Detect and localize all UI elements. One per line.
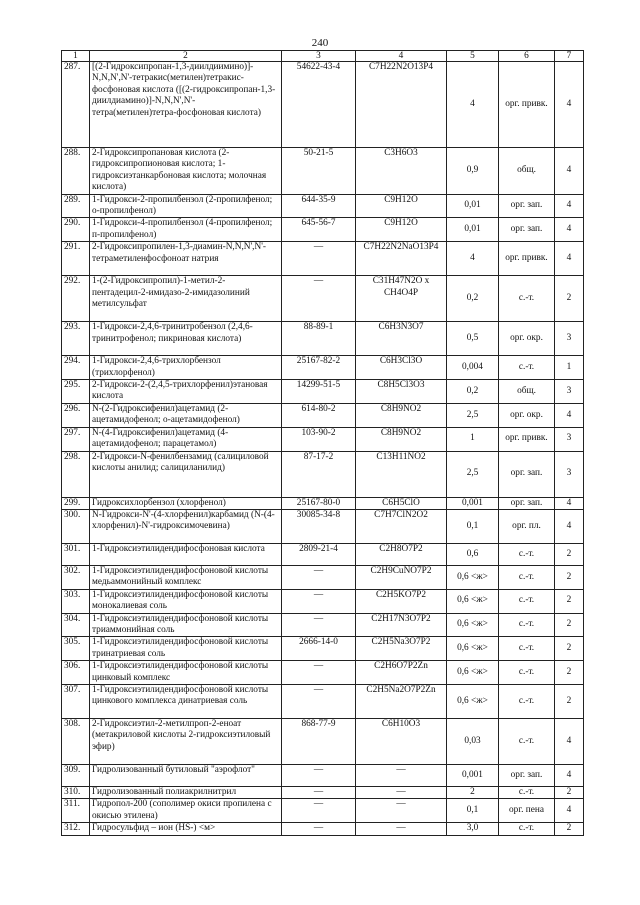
header-col-6: 6 xyxy=(499,51,555,62)
limit-value: 0,6 <ж> xyxy=(447,684,499,718)
substance-name: Гидроксихлорбензол (хлорфенол) xyxy=(90,497,282,509)
limit-value: 0,01 xyxy=(447,194,499,218)
chemical-formula: — xyxy=(356,799,447,823)
page-number: 240 xyxy=(311,37,329,49)
limit-value: 4 xyxy=(447,62,499,148)
table-row xyxy=(62,661,584,685)
cas-number: — xyxy=(282,823,356,835)
table-row xyxy=(62,764,584,786)
header-col-3: 3 xyxy=(282,51,356,62)
header-col-2: 2 xyxy=(90,51,282,62)
cas-number: — xyxy=(282,276,356,322)
table-row xyxy=(62,380,584,404)
chemical-formula: C3H6O3 xyxy=(356,148,447,195)
table-row xyxy=(62,427,584,451)
substance-name: Гидропол-200 (сополимер окиси пропилена с окисью этилена) xyxy=(90,799,282,823)
hazard-class: 2 xyxy=(555,589,584,613)
hazard-indicator: с.-т. xyxy=(499,565,555,589)
limit-value: 1 xyxy=(447,427,499,451)
cas-number: 25167-80-0 xyxy=(282,497,356,509)
hazard-indicator: с.-т. xyxy=(499,589,555,613)
cas-number: — xyxy=(282,661,356,685)
hazard-class: 4 xyxy=(555,509,584,543)
chemical-formula: C8H5Cl3O3 xyxy=(356,380,447,404)
chemical-formula: C31H47N2O x CH4O4P xyxy=(356,276,447,322)
hazard-indicator: с.-т. xyxy=(499,543,555,565)
table-row xyxy=(62,218,584,242)
limit-value: 0,2 xyxy=(447,380,499,404)
table-row xyxy=(62,823,584,835)
limit-value: 2 xyxy=(447,786,499,798)
cas-number: 88-89-1 xyxy=(282,322,356,356)
hazard-class: 2 xyxy=(555,637,584,661)
hazard-indicator: орг. пена xyxy=(499,799,555,823)
row-number: 290. xyxy=(62,218,90,242)
chemical-formula: C8H9NO2 xyxy=(356,427,447,451)
row-number: 305. xyxy=(62,637,90,661)
row-number: 304. xyxy=(62,613,90,637)
row-number: 294. xyxy=(62,356,90,380)
limit-value: 0,004 xyxy=(447,356,499,380)
limit-value: 0,6 <ж> xyxy=(447,661,499,685)
cas-number: — xyxy=(282,589,356,613)
chemical-formula: C8H9NO2 xyxy=(356,403,447,427)
hazard-indicator: орг. зап. xyxy=(499,764,555,786)
chemical-formula: C2H5Na3O7P2 xyxy=(356,637,447,661)
table-row xyxy=(62,356,584,380)
substance-name: 2-Гидроксипропилен-1,3-диамин-N,N,N',N'- тетраметиленфосфоноат натрия xyxy=(90,242,282,276)
substance-name: 1-Гидроксиэтилидендифосфоновой кислоты цинковый комплекс xyxy=(90,661,282,685)
row-number: 293. xyxy=(62,322,90,356)
chemical-formula: C2H8O7P2 xyxy=(356,543,447,565)
table-row xyxy=(62,276,584,322)
table-row xyxy=(62,322,584,356)
substance-name: 1-(2-Гидроксипропил)-1-метил-2-пентадецил-2-имидазо-2-имидазолиний метилсульфат xyxy=(90,276,282,322)
substance-name: 1-Гидроксиэтилидендифосфоновая кислота xyxy=(90,543,282,565)
hazard-indicator: орг. окр. xyxy=(499,403,555,427)
substance-name: 2-Гидроксипропановая кислота (2-гидроксипропионовая кислота; 1-гидроксиэтанкарбоновая кислота; молочная кислота) xyxy=(90,148,282,195)
table-row xyxy=(62,684,584,718)
limit-value: 0,6 <ж> xyxy=(447,565,499,589)
limit-value: 0,001 xyxy=(447,764,499,786)
row-number: 310. xyxy=(62,786,90,798)
row-number: 289. xyxy=(62,194,90,218)
cas-number: — xyxy=(282,764,356,786)
limit-value: 4 xyxy=(447,242,499,276)
table-row xyxy=(62,799,584,823)
header-col-1: 1 xyxy=(62,51,90,62)
substance-name: 1-Гидрокси-2,4,6-тринитробензол (2,4,6-тринитрофенол; пикриновая кислота) xyxy=(90,322,282,356)
hazard-class: 2 xyxy=(555,786,584,798)
substance-name: 1-Гидрокси-2,4,6-трихлорбензол (трихлорфенол) xyxy=(90,356,282,380)
cas-number: — xyxy=(282,799,356,823)
row-number: 295. xyxy=(62,380,90,404)
row-number: 292. xyxy=(62,276,90,322)
substance-name: 2-Гидрокси-2-(2,4,5-трихлорфенил)этановая кислота xyxy=(90,380,282,404)
table-row xyxy=(62,543,584,565)
hazard-indicator: с.-т. xyxy=(499,823,555,835)
table-row xyxy=(62,637,584,661)
table-row xyxy=(62,62,584,148)
chemical-formula: C7H22N2NaO13P4 xyxy=(356,242,447,276)
limit-value: 2,5 xyxy=(447,451,499,497)
chemical-formula: C6H5ClO xyxy=(356,497,447,509)
chemical-formula: C9H12O xyxy=(356,194,447,218)
substance-name: Гидросульфид – ион (HS-) <м> xyxy=(90,823,282,835)
table-row xyxy=(62,148,584,195)
hazard-class: 4 xyxy=(555,194,584,218)
cas-number: 25167-82-2 xyxy=(282,356,356,380)
limit-value: 0,9 xyxy=(447,148,499,195)
limit-value: 2,5 xyxy=(447,403,499,427)
limit-value: 0,1 xyxy=(447,799,499,823)
hazard-class: 2 xyxy=(555,613,584,637)
chemical-formula: C2H5Na2O7P2Zn xyxy=(356,684,447,718)
limit-value: 0,1 xyxy=(447,509,499,543)
table-row xyxy=(62,403,584,427)
substance-name: N-Гидрокси-N'-(4-хлорфенил)карбамид (N-(4-хлорфенил)-N'-гидроксимочевина) xyxy=(90,509,282,543)
row-number: 303. xyxy=(62,589,90,613)
cas-number: 30085-34-8 xyxy=(282,509,356,543)
substance-name: 1-Гидрокси-2-пропилбензол (2-пропилфенол; о-пропилфенол) xyxy=(90,194,282,218)
cas-number: 50-21-5 xyxy=(282,148,356,195)
hazard-indicator: с.-т. xyxy=(499,637,555,661)
hazard-class: 4 xyxy=(555,799,584,823)
row-number: 288. xyxy=(62,148,90,195)
hazard-class: 2 xyxy=(555,543,584,565)
hazard-indicator: орг. зап. xyxy=(499,194,555,218)
row-number: 297. xyxy=(62,427,90,451)
cas-number: 868-77-9 xyxy=(282,718,356,764)
header-col-5: 5 xyxy=(447,51,499,62)
hazard-indicator: с.-т. xyxy=(499,613,555,637)
cas-number: 103-90-2 xyxy=(282,427,356,451)
table-row xyxy=(62,565,584,589)
row-number: 299. xyxy=(62,497,90,509)
hazard-indicator: орг. зап. xyxy=(499,497,555,509)
cas-number: 54622-43-4 xyxy=(282,62,356,148)
substance-name: 1-Гидроксиэтилидендифосфоновой кислоты цинкового комплекса динатриевая соль xyxy=(90,684,282,718)
cas-number: 2666-14-0 xyxy=(282,637,356,661)
row-number: 287. xyxy=(62,62,90,148)
hazard-class: 3 xyxy=(555,427,584,451)
hazard-class: 4 xyxy=(555,148,584,195)
row-number: 301. xyxy=(62,543,90,565)
substance-name: 1-Гидрокси-4-пропилбензол (4-пропилфенол; п-пропилфенол) xyxy=(90,218,282,242)
table-row xyxy=(62,497,584,509)
row-number: 300. xyxy=(62,509,90,543)
table-header-row xyxy=(62,51,584,62)
hazard-class: 4 xyxy=(555,497,584,509)
row-number: 296. xyxy=(62,403,90,427)
table-row xyxy=(62,786,584,798)
chemical-formula: C6H3Cl3O xyxy=(356,356,447,380)
hazard-indicator: общ. xyxy=(499,148,555,195)
limit-value: 0,6 xyxy=(447,543,499,565)
cas-number: — xyxy=(282,613,356,637)
limit-value: 0,6 <ж> xyxy=(447,613,499,637)
chemical-formula: — xyxy=(356,823,447,835)
hazard-class: 4 xyxy=(555,218,584,242)
header-col-7: 7 xyxy=(555,51,584,62)
row-number: 311. xyxy=(62,799,90,823)
row-number: 291. xyxy=(62,242,90,276)
limit-value: 0,6 <ж> xyxy=(447,637,499,661)
table-body xyxy=(62,62,584,836)
hazard-indicator: с.-т. xyxy=(499,786,555,798)
hazard-indicator: орг. привк. xyxy=(499,427,555,451)
hazard-indicator: орг. зап. xyxy=(499,451,555,497)
hazard-class: 1 xyxy=(555,356,584,380)
hazard-class: 4 xyxy=(555,62,584,148)
limit-value: 0,5 xyxy=(447,322,499,356)
hazard-class: 4 xyxy=(555,718,584,764)
chemical-formula: C2H6O7P2Zn xyxy=(356,661,447,685)
substance-name: Гидролизованный полиакрилнитрил xyxy=(90,786,282,798)
chemical-formula: — xyxy=(356,786,447,798)
table-row xyxy=(62,194,584,218)
chemical-formula: C13H11NO2 xyxy=(356,451,447,497)
hazard-class: 3 xyxy=(555,322,584,356)
chemical-formula: — xyxy=(356,764,447,786)
row-number: 308. xyxy=(62,718,90,764)
hazard-class: 2 xyxy=(555,661,584,685)
hazard-class: 4 xyxy=(555,242,584,276)
hazard-indicator: орг. пл. xyxy=(499,509,555,543)
cas-number: 87-17-2 xyxy=(282,451,356,497)
limit-value: 0,01 xyxy=(447,218,499,242)
hazard-indicator: общ. xyxy=(499,380,555,404)
limit-value: 0,2 xyxy=(447,276,499,322)
substances-table xyxy=(61,50,584,836)
hazard-class: 4 xyxy=(555,764,584,786)
chemical-formula: C9H12O xyxy=(356,218,447,242)
hazard-indicator: орг. окр. xyxy=(499,322,555,356)
hazard-indicator: орг. зап. xyxy=(499,218,555,242)
limit-value: 0,001 xyxy=(447,497,499,509)
hazard-class: 2 xyxy=(555,565,584,589)
header-col-4: 4 xyxy=(356,51,447,62)
substance-name: 1-Гидроксиэтилидендифосфоновой кислоты медьаммонийный комплекс xyxy=(90,565,282,589)
hazard-class: 2 xyxy=(555,276,584,322)
table-row xyxy=(62,451,584,497)
row-number: 302. xyxy=(62,565,90,589)
hazard-indicator: орг. привк. xyxy=(499,242,555,276)
row-number: 309. xyxy=(62,764,90,786)
substance-name: Гидролизованный бутиловый "аэрофлот" xyxy=(90,764,282,786)
cas-number: 614-80-2 xyxy=(282,403,356,427)
chemical-formula: C2H17N3O7P2 xyxy=(356,613,447,637)
substance-name: 2-Гидроксиэтил-2-метилпроп-2-еноат (метакриловой кислоты 2-гидроксиэтиловый эфир) xyxy=(90,718,282,764)
substance-name: [(2-Гидроксипропан-1,3-диилдиимино)]- N,N,N',N'-тетракис(метилен)тетракис-фосфоновая кислота ([(2-гидроксипропан-1,3-диилдиамино)]-N,N,N',N'-тетра(метилен)тетра-фосфоновая кислота) xyxy=(90,62,282,148)
row-number: 307. xyxy=(62,684,90,718)
cas-number: — xyxy=(282,242,356,276)
hazard-indicator: с.-т. xyxy=(499,356,555,380)
hazard-indicator: с.-т. xyxy=(499,661,555,685)
substance-name: N-(2-Гидроксифенил)ацетамид (2-ацетамидофенол; о-ацетамидофенол) xyxy=(90,403,282,427)
limit-value: 0,03 xyxy=(447,718,499,764)
row-number: 312. xyxy=(62,823,90,835)
table-row xyxy=(62,509,584,543)
cas-number: 2809-21-4 xyxy=(282,543,356,565)
table-row xyxy=(62,613,584,637)
chemical-formula: C7H7ClN2O2 xyxy=(356,509,447,543)
hazard-indicator: с.-т. xyxy=(499,276,555,322)
chemical-formula: C6H3N3O7 xyxy=(356,322,447,356)
table-row xyxy=(62,718,584,764)
hazard-class: 3 xyxy=(555,451,584,497)
hazard-indicator: с.-т. xyxy=(499,684,555,718)
hazard-class: 3 xyxy=(555,380,584,404)
chemical-formula: C2H5KO7P2 xyxy=(356,589,447,613)
table-row xyxy=(62,242,584,276)
chemical-formula: C7H22N2O13P4 xyxy=(356,62,447,148)
cas-number: — xyxy=(282,684,356,718)
table-row xyxy=(62,589,584,613)
hazard-class: 4 xyxy=(555,403,584,427)
cas-number: 14299-51-5 xyxy=(282,380,356,404)
limit-value: 0,6 <ж> xyxy=(447,589,499,613)
substance-name: 2-Гидрокси-N-фенилбензамид (салициловой кислоты анилид; салициланилид) xyxy=(90,451,282,497)
hazard-class: 2 xyxy=(555,823,584,835)
cas-number: 644-35-9 xyxy=(282,194,356,218)
chemical-formula: C2H9CuNO7P2 xyxy=(356,565,447,589)
row-number: 306. xyxy=(62,661,90,685)
cas-number: — xyxy=(282,565,356,589)
hazard-indicator: орг. привк. xyxy=(499,62,555,148)
cas-number: — xyxy=(282,786,356,798)
chemical-formula: C6H10O3 xyxy=(356,718,447,764)
substance-name: N-(4-Гидроксифенил)ацетамид (4-ацетамидофенол; парацетамол) xyxy=(90,427,282,451)
substance-name: 1-Гидроксиэтилидендифосфоновой кислоты монокалиевая соль xyxy=(90,589,282,613)
limit-value: 3,0 xyxy=(447,823,499,835)
row-number: 298. xyxy=(62,451,90,497)
hazard-indicator: с.-т. xyxy=(499,718,555,764)
cas-number: 645-56-7 xyxy=(282,218,356,242)
substance-name: 1-Гидроксиэтилидендифосфоновой кислоты тринатриевая соль xyxy=(90,637,282,661)
substance-name: 1-Гидроксиэтилидендифосфоновой кислоты триаммонийная соль xyxy=(90,613,282,637)
hazard-class: 2 xyxy=(555,684,584,718)
